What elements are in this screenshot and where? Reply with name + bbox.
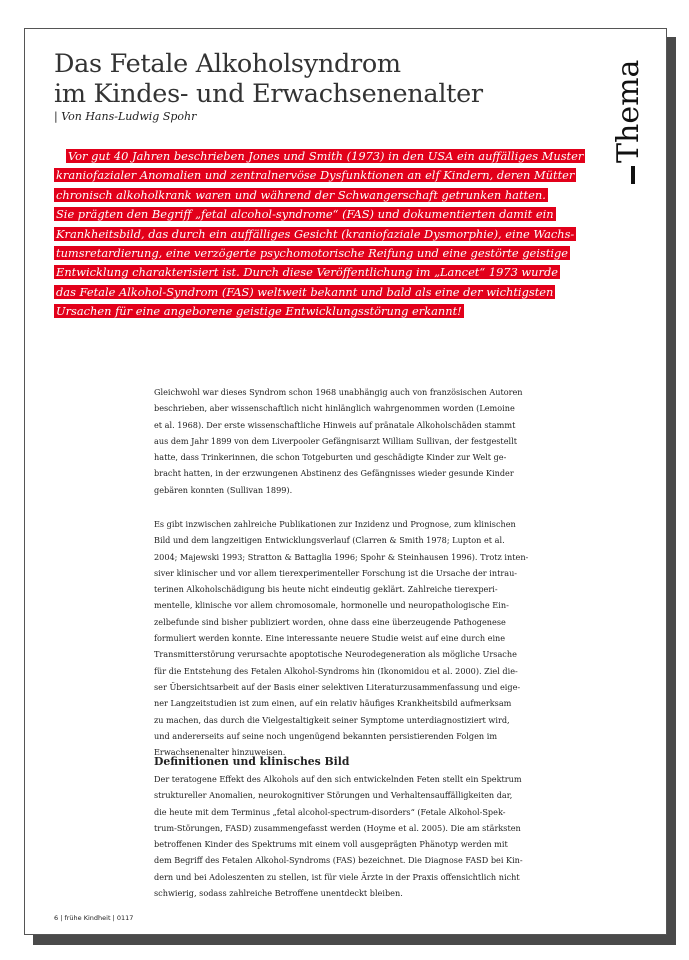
body-paragraph-2 [154,516,549,760]
text-line: Transmitterstörung verursachte apoptotische Neurodegeneration als mögliche Ursache [154,649,517,660]
text-line: trum-Störungen, FASD) zusammengefasst werden (Hoyme et al. 2005). Die am stärksten [154,822,521,833]
title-line-1: Das Fetale Alkoholsyndrom [54,49,401,79]
text-line [54,283,554,302]
text-line: hatte, dass Trinkerinnen, die schon Totgeburten und geschädigte Kinder zur Welt ge- [154,452,507,463]
section-label-bar [631,166,635,184]
text-line [54,147,584,166]
text-line: Gleichwohl war dieses Syndrom schon 1968 unabhängig auch von französischen Autoren [154,387,523,397]
text-line: formuliert werden konnte. Eine interessante neuere Studie weist auf eine durch eine [154,633,506,644]
text-line: terinen Alkoholschädigung bis heute nicht eindeutig geklärt. Zahlreiche tierexperi- [154,584,498,595]
text-line [54,166,575,185]
text-line: beschrieben, aber wissenschaftlich nicht hinlänglich wahrgenommen worden (Lemoine [154,403,515,414]
body-paragraph-1 [154,384,549,498]
section-label-text: Thema [611,59,646,163]
text-line: betroffenen Kinder des Spektrums mit einem voll ausgeprägten Phänotyp werden mit [154,839,508,850]
text-line: ser Übersichtsarbeit auf der Basis einer selektiven Literaturzusammenfassung und eige- [154,681,521,692]
text-line: zelbefunde sind bisher publiziert worden, ohne dass eine überzeugende Pathogenese [154,616,506,627]
title-line-2: im Kindes- und Erwachsenenalter [54,79,483,109]
document-page [24,28,667,935]
text-line: aus dem Jahr 1899 von dem Liverpooler Gefängnisarzt William Sullivan, der festgestellt [154,435,517,446]
text-line: struktureller Anomalien, neurokognitiver Störungen und Verhaltensauffälligkeiten dar, [154,790,513,801]
highlighted-text: tumsretardierung, eine verzögerte psychomotorische Reifung und eine gestörte geistige [56,246,569,261]
text-line: und andererseits auf seine noch ungenügend bekannten persistierenden Folgen im [154,730,498,741]
text-line: Bild und dem langzeitigen Entwicklungsverlauf (Clarren & Smith 1978; Lupton et al. [154,535,505,546]
highlighted-text: Ursachen für eine angeborene geistige Entwicklungsstörung erkannt! [56,304,462,319]
highlighted-text: Sie prägten den Begriff „fetal alcohol-syndrome“ (FAS) und dokumentierten damit ein [56,207,554,222]
text-line: 2004; Majewski 1993; Stratton & Battaglia 1996; Spohr & Steinhausen 1996). Trotz inten- [154,551,529,562]
page-footer: 6 | frühe Kindheit | 0117 [54,914,134,922]
article-title [54,49,574,109]
text-line [54,225,575,244]
text-line [54,263,558,282]
highlighted-text: das Fetale Alkohol-Syndrom (FAS) weltweit bekannt und bald als eine der wichtigsten [56,284,554,299]
text-line: die heute mit dem Terminus „fetal alcohol-spectrum-disorders“ (Fetale Alkohol-Spek- [154,806,506,817]
highlighted-text: Krankheitsbild, das durch ein auffälliges Gesicht (kraniofaziale Dysmorphie), eine Wachs- [56,226,575,241]
text-line: zu machen, das durch die Vielgestaltigkeit seiner Symptome unterdiagnostiziert wird, [154,714,510,725]
section-heading: Definitionen und klinisches Bild [154,755,350,768]
highlighted-text: kraniofazialer Anomalien und zentralnervöse Dysfunktionen an elf Kindern, deren Mütter [56,168,575,183]
text-line [54,244,569,263]
text-line: bracht hatten, in der erzwungenen Abstinenz des Gefängnisses wieder gesunde Kinder [154,468,514,479]
text-line: schwierig, sodass zahlreiche Betroffene unentdeckt bleiben. [154,888,403,899]
body-paragraph-3 [154,771,549,901]
text-line: dern und bei Adoleszenten zu stellen, ist für viele Ärzte in der Praxis offensichtlich nicht [154,871,520,882]
text-line: dem Begriff des Fetalen Alkohol-Syndroms (FAS) bezeichnet. Die Diagnose FASD bei Kin- [154,855,523,866]
highlighted-text: Entwicklung charakterisiert ist. Durch diese Veröffentlichung im „Lancet“ 1973 wurde [56,265,558,280]
highlighted-text: chronisch alkoholkrank waren und während der Schwangerschaft getrunken hatten. [56,187,546,202]
text-line: für die Entstehung des Fetalen Alkohol-Syndroms hin (Ikonomidou et al. 2000). Ziel die- [154,665,518,676]
text-line: mentelle, klinische vor allem chromosomale, hormonelle und neuropathologische Ein- [154,600,509,611]
text-line: Erwachsenenalter hinzuweisen. [154,747,286,758]
text-line [54,186,554,205]
lead-paragraph [54,147,584,322]
text-line: Der teratogene Effekt des Alkohols auf den sich entwickelnden Feten stellt ein Spektrum [154,774,522,784]
text-line: et al. 1968). Der erste wissenschaftliche Hinweis auf pränatale Alkoholschäden stammt [154,419,516,430]
text-line: siver klinischer und vor allem tierexperimenteller Forschung ist die Ursache der intrau- [154,567,518,578]
author-byline: | Von Hans-Ludwig Spohr [54,110,197,123]
text-line: gebären konnten (Sullivan 1899). [154,484,293,495]
text-line: Es gibt inzwischen zahlreiche Publikationen zur Inzidenz und Prognose, zum klinischen [154,519,516,529]
text-line: ner Langzeitstudien ist zum einen, auf ein relativ häufiges Krankheitsbild aufmerksam [154,698,512,709]
section-label [610,35,646,185]
text-line [54,302,554,321]
text-line [54,205,554,224]
highlighted-text: Vor gut 40 Jahren beschrieben Jones und Smith (1973) in den USA ein auffälliges Muster [68,149,584,163]
